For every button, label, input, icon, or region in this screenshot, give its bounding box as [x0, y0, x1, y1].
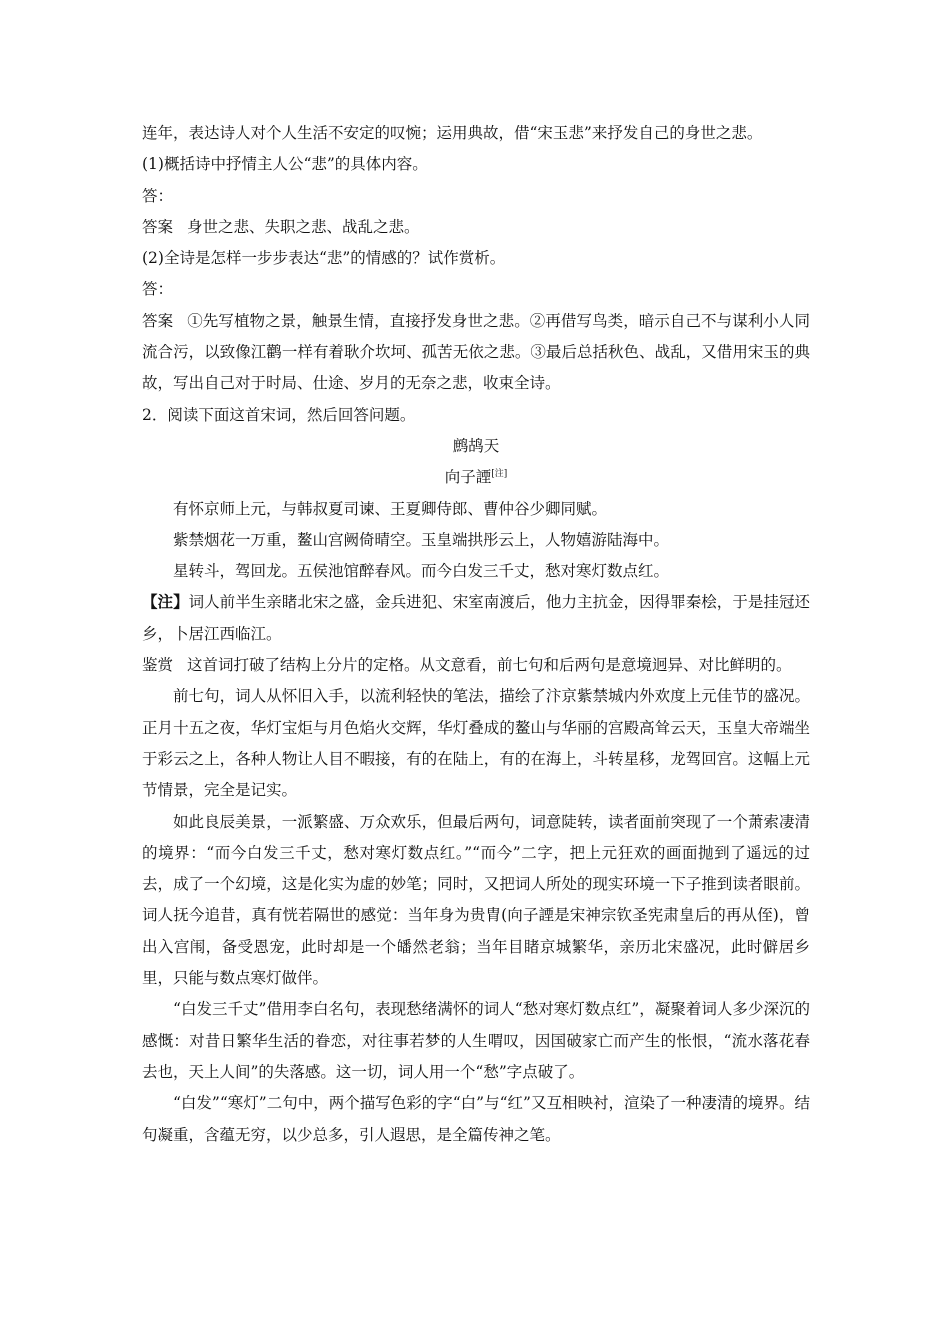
continued-analysis-line: 连年，表达诗人对个人生活不安定的叹惋；运用典故，借“宋玉悲”来抒发自己的身世之悲。	[142, 124, 763, 142]
answer-1-prompt: 答：	[142, 186, 174, 205]
appreciation-intro	[142, 650, 810, 681]
answer-2-prompt: 答：	[142, 280, 174, 299]
poem-verse-2: 星转斗，驾回龙。五侯池馆醉春风。而今白发三千丈，愁对寒灯数点红。	[173, 562, 670, 581]
poem-note-text: 词人前半生亲睹北宋之盛，金兵进犯、宋室南渡后，他力主抗金，因得罪秦桧，于是挂冠还乡，卜居江西临江。	[142, 593, 810, 643]
question-1: (1)概括诗中抒情主人公“悲”的具体内容。	[142, 155, 428, 174]
poem-author-name: 向子諲	[444, 468, 492, 487]
poem-title: 鹧鸪天	[452, 436, 500, 455]
answer-2	[142, 306, 810, 400]
poem-verse-1: 紫禁烟花一万重，鳌山宫阙倚晴空。玉皇端拱彤云上，人物嬉游陆海中。	[173, 530, 670, 549]
appreciation-label: 鉴赏	[142, 656, 174, 675]
question-2: (2)全诗是怎样一步步表达“悲”的情感的？试作赏析。	[142, 249, 506, 268]
appreciation-intro-text: 这首词打破了结构上分片的定格。从文意看，前七句和后两句是意境迥异、对比鲜明的。	[187, 656, 792, 675]
appreciation-paragraph-1: 前七句，词人从怀旧入手，以流利轻快的笔法，描绘了汴京紫禁城内外欢度上元佳节的盛况。正月十五之夜，华灯宝炬与月色焰火交辉，华灯叠成的鳌山与华丽的宫殿高耸云天，玉皇大帝端坐于彩云之上，各种人物让人目不暇接，有的在陆上，有的在海上，斗转星移，龙驾回宫。这幅上元节情景，完全是记实。	[142, 687, 810, 800]
answer-2-text: ①先写植物之景，触景生情，直接抒发身世之悲。②再借写鸟类，暗示自己不与谋利小人同流合污，以致像江鹳一样有着耿介坎坷、孤苦无依之悲。③最后总括秋色、战乱，又借用宋玉的典故，写出自己对于时局、仕途、岁月的无奈之悲，收束全诗。	[142, 311, 810, 393]
poem-note-label: 【注】	[142, 593, 189, 612]
document-page	[142, 118, 810, 1151]
appreciation-paragraph-2: 如此良辰美景，一派繁盛、万众欢乐，但最后两句，词意陡转，读者面前突现了一个萧索凄清的境界：“而今白发三千丈，愁对寒灯数点红。”“而今”二字，把上元狂欢的画面抛到了遥远的过去，成了一个幻境，这是化实为虚的妙笔；同时，又把词人所处的现实环境一下子推到读者眼前。词人抚今追昔，真有恍若隔世的感觉：当年身为贵胄(向子諲是宋神宗钦圣宪肃皇后的再从侄)，曾出入宫闱，备受恩宠，此时却是一个皤然老翁；当年目睹京城繁华，亲历北宋盛况，此时僻居乡里，只能与数点寒灯做伴。	[142, 812, 810, 988]
poem-author	[142, 462, 810, 493]
appreciation-paragraph-3: “白发三千丈”借用李白名句，表现愁绪满怀的词人“愁对寒灯数点红”，凝聚着词人多少深沉的感慨：对昔日繁华生活的眷恋，对往事若梦的人生喟叹，因国破家亡而产生的怅恨，“流水落花春去也，天上人间”的失落感。这一切，词人用一个“愁”字点破了。	[142, 1000, 810, 1081]
poem-preface: 有怀京师上元，与韩叔夏司谏、王夏卿侍郎、曹仲谷少卿同赋。	[173, 499, 608, 518]
poem-note	[142, 587, 810, 650]
answer-1-label: 答案	[142, 217, 174, 236]
answer-1-text: 身世之悲、失职之悲、战乱之悲。	[187, 217, 420, 236]
question-3: 2．阅读下面这首宋词，然后回答问题。	[142, 405, 416, 424]
appreciation-paragraph-4: “白发”“寒灯”二句中，两个描写色彩的字“白”与“红”又互相映衬，渲染了一种凄清的境界。结句凝重，含蕴无穷，以少总多，引人遐思，是全篇传神之笔。	[142, 1094, 810, 1144]
answer-1	[142, 212, 810, 243]
poem-author-note-ref: [注]	[491, 469, 508, 480]
answer-2-label: 答案	[142, 311, 174, 330]
